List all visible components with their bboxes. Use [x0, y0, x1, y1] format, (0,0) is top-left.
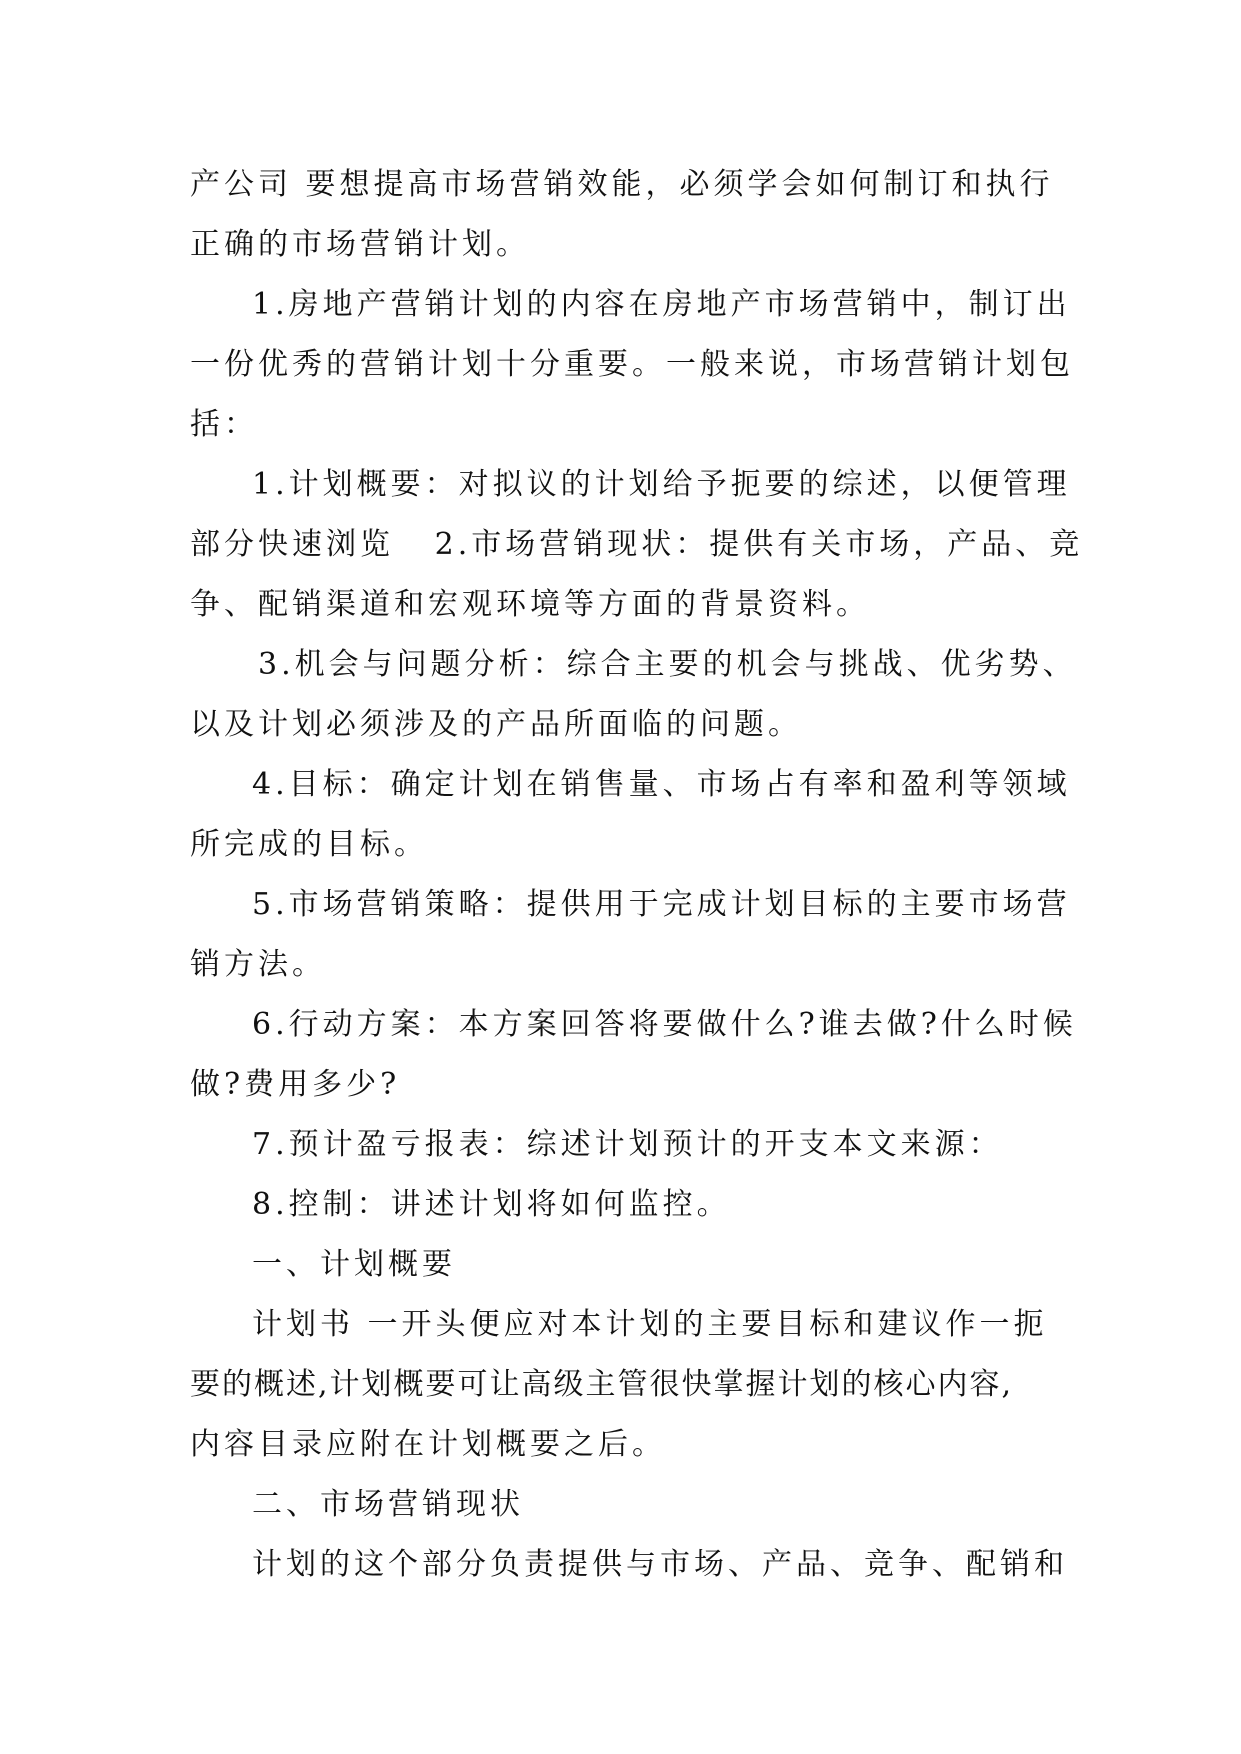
body-line: 做?费用多少? [190, 1067, 401, 1102]
body-line: 计划书 一开头便应对本计划的主要目标和建议作一扼 [252, 1307, 1048, 1342]
body-line: 1.房地产营销计划的内容在房地产市场营销中，制订出 [252, 287, 1071, 322]
body-line: 4.目标：确定计划在销售量、市场占有率和盈利等领域 [252, 767, 1071, 802]
section-heading: 一、计划概要 [252, 1247, 456, 1282]
body-line: 一份优秀的营销计划十分重要。一般来说，市场营销计划包 [190, 347, 1074, 382]
body-line: 销方法。 [190, 947, 326, 982]
section-heading: 二、市场营销现状 [252, 1487, 524, 1522]
body-line: 以及计划必须涉及的产品所面临的问题。 [190, 707, 802, 742]
body-line: 6.行动方案：本方案回答将要做什么?谁去做?什么时候 [252, 1007, 1077, 1042]
body-line: 部分快速浏览 2.市场营销现状：提供有关市场，产品、竞 [190, 527, 1084, 562]
body-line: 要的概述,计划概要可让高级主管很快掌握计划的核心内容, [190, 1367, 1014, 1402]
body-line: 3.机会与问题分析：综合主要的机会与挑战、优劣势、 [258, 647, 1077, 682]
body-line: 8.控制：讲述计划将如何监控。 [252, 1187, 731, 1222]
document-body [190, 155, 1084, 1595]
body-line: 产公司 要想提高市场营销效能，必须学会如何制订和执行 [190, 167, 1054, 202]
body-line: 计划的这个部分负责提供与市场、产品、竞争、配销和 [252, 1547, 1068, 1582]
body-line: 内容目录应附在计划概要之后。 [190, 1427, 666, 1462]
body-line: 7.预计盈亏报表：综述计划预计的开支本文来源： [252, 1127, 1003, 1162]
body-line: 正确的市场营销计划。 [190, 227, 530, 262]
body-line: 所完成的目标。 [190, 827, 428, 862]
body-line: 5.市场营销策略：提供用于完成计划目标的主要市场营 [252, 887, 1071, 922]
body-line: 括： [190, 407, 258, 442]
body-line: 争、配销渠道和宏观环境等方面的背景资料。 [190, 587, 870, 622]
body-line: 1.计划概要：对拟议的计划给予扼要的综述，以便管理 [252, 467, 1071, 502]
